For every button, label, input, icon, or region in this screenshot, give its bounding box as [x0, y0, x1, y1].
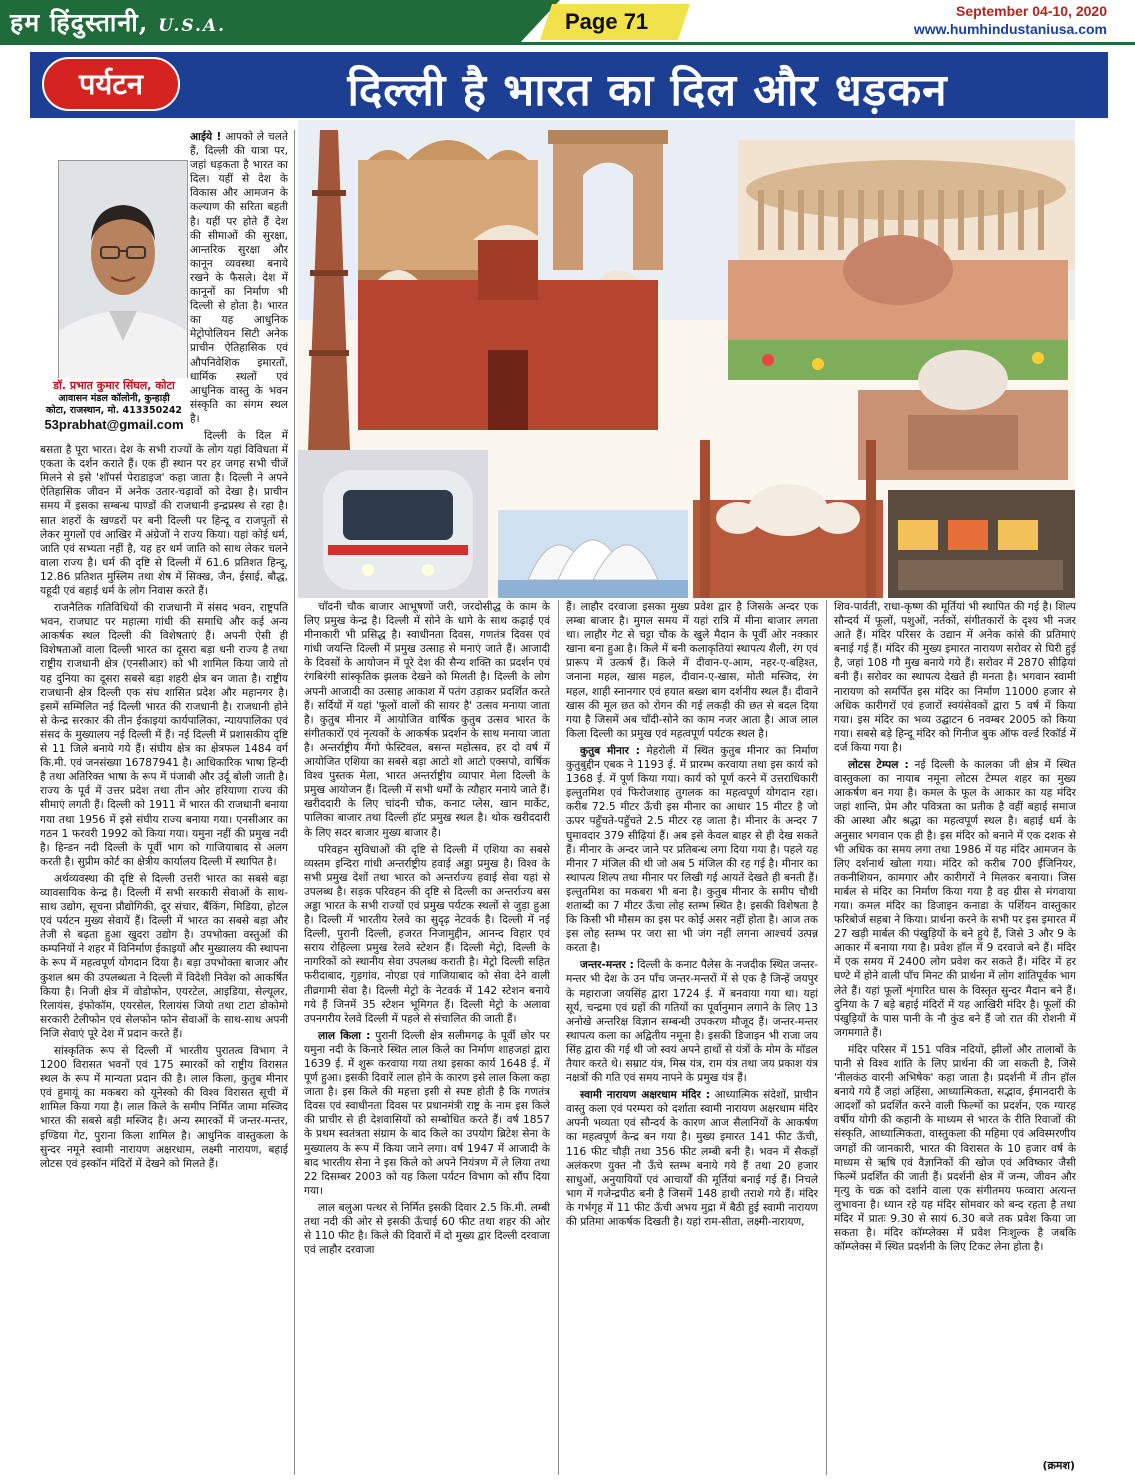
paragraph-text: शिव-पार्वती, राधा-कृष्ण की मूर्तियां भी स्थापित की गई है। शिल्प सौन्दर्य में फूलों, पशुओं, नर्तकों, संगीतकारों के दृश्य भी नजर आते हैं। मंदिर परिसर के उद्यान में अनेक कांसे की प्रतिमाएं बनाई गई हैं। मंदिर की मुख्य इमारत नारायण सरोवर से घिरी हुई है, जहां 108 गौ मुख बनाये गये हैं। सरोवर में 2870 सीढ़ियां बनी हैं। सरोवर का स्थापत्य देखते ही मनता है। भगवान स्वामी नारायण को समर्पित इस मंदिर का निर्माण 11000 हजार से अधिक कारीगरों एवं हजारों स्वयंसेवकों द्वारा 5 वर्ष में किया गया। इस मंदिर का भव्य उद्घाटन 6 नवम्बर 2005 को किया गया। सबसे बड़े हिन्दू मंदिर को गिनीज बुक ऑफ वर्ल्ड रिकॉर्ड में दर्ज किया गया है। [834, 601, 1076, 754]
paragraph-lead: स्वामी नारायण अक्षरधाम मंदिर : [580, 1089, 711, 1102]
paragraph-text: अर्थव्यवस्था की दृष्टि से दिल्ली उत्तरी भारत का सबसे बड़ा व्यावसायिक केन्द्र है। दिल्ली में सभी सरकारी सेवाओं के साथ-साथ उद्योग, सूचना प्रौद्योगिकी, दूर संचार, बैंकिंग, मिडिया, होटल एवं पर्यटन मुख्य सेवायें हैं। दिल्ली में भारत का सबसे बड़ा और तेजी से बढ़ता हुआ खुदरा उद्योग है। उपभोक्ता वस्तुओं की कम्पनियों ने शहर में विनिर्माण ईकाइयों और मुख्यालय की स्थापना के रूप में महत्वपूर्ण योगदान दिया है। बड़ा उपभोक्ता बाजार और कुशल श्रम की उपलब्धता ने दिल्ली में विदेशी निवेश को आकर्षित किया है। निजी क्षेत्र में वोडोफोन, एयरटेल, आइडिया, सेल्यूलर, रिलायंस, इंफोकॉम, एयरसेल, रिलायंस जियो तथा टाटा डोकोमो सरकारी टेलीफोन एवं सेलफोन फोन सेवाओं के साथ-साथ अपनी निजि सेवाएं पूरे देश में प्रदान करते हैं। [40, 872, 288, 1040]
masthead-brand [10, 5, 226, 39]
website-url[interactable]: www.humhindustaniusa.com [913, 21, 1107, 37]
paragraph-lead: कुतुब मीनार : [580, 744, 640, 757]
article-paragraph [304, 1201, 550, 1257]
collage-image [298, 120, 1075, 598]
author-photo [58, 160, 188, 380]
article-paragraph [304, 600, 550, 840]
article-paragraph [834, 758, 1076, 1040]
paragraph-text: हैं। लाहौर दरवाजा इसका मुख्य प्रवेश द्वार है जिसके अन्दर एक लम्बा बाजार है। मुगल समय में यहां रात्रि में मीना बाजार लगता था। लाहौर गेट से चट्टा चौक के खुले मैदान के पूर्वी ओर नक्कार खाना बना हुआ है। किले में बनी कलाकृतियां स्थापत्य शैली, रंग एवं प्रारूप में उत्कर्ष हैं। किले में दीवान-ए-आम, नहर-ए-बहिश्त, जनाना महल, खास महल, दीवान-ए-खास, मोती मस्जिद, रंग महल, शाही स्नानगार एवं हयात बख्श बाग दर्शनीय स्थल हैं। दीवाने खास की मूल छत को रोगन की गई लकड़ी की छत से बदल दिया गया है जिसमें अब चाँदी-सोने का काम नजर आता है। आज लाल किला दिल्ली का प्रमुख एवं महत्वपूर्ण पर्यटक स्थल है। [566, 601, 818, 740]
lotus-temple-image [498, 510, 688, 598]
article-paragraph [566, 744, 818, 955]
article-column-2 [304, 600, 550, 1475]
paragraph-text: दिल्ली के कनाट पैलेस के नजदीक स्थित जन्तर-मन्तर भी देश के उन पाँच जन्तर-मन्तरों में से एक है जिन्हें जयपुर के महाराजा जयसिंह द्वारा 1724 ई. में बनवाया गया था। यहां सूर्य, चन्द्रमा एवं ग्रहों की गतियों का पूर्वानुमान लगाने के लिए 13 अनोखे अन्तरिक्ष विज्ञान सम्बन्धी उपकरण मौजूद हैं। जन्तर-मन्तर स्थापत्य कला का अद्वितीय नमूना है। इसकी डिजाइन भी राजा जय सिंह द्वारा की गई थी जो स्वयं अपने हाथों से यंत्रों के मोम के मॉडल तैयार करते थे। सम्राट यंत्र, मिस्र यंत्र, राम यंत्र तथा जय प्रकाश यंत्र नक्षत्रों की गति एवं समय नापने के प्रमुख यंत्र हैं। [566, 959, 818, 1085]
author-portrait-image [59, 161, 187, 379]
paragraph-lead: आईये ! [190, 131, 222, 143]
headline-title: दिल्ली है भारत का दिल और धड़कन [347, 65, 948, 116]
delhi-metro-image [298, 450, 488, 598]
article-paragraph [834, 600, 1076, 755]
section-tag-label: पर्यटन [78, 67, 143, 101]
article-paragraph [834, 1043, 1076, 1254]
article-paragraph [40, 1044, 288, 1171]
author-name: डॉ. प्रभात कुमार सिंघल, कोटा [53, 379, 175, 392]
author-byline [40, 378, 188, 434]
masthead [0, 0, 1135, 42]
paragraph-text: दिल्ली के दिल में बसता है पूरा भारत। देश के सभी राज्यों के लोग यहां विविधता में एकता के दर्शन कराते हैं। एक ही स्थान पर हर जगह सभी चीजें मिलने से इसे 'शॉपर्स पेराडाइज' कहा जाता है। दिल्ली ने अपने ऐतिहासिक जीवन में अनेक उतार-चढ़ावों को देखा है। प्राचीन समय में इसका सम्बन्ध पाण्डों की राजधानी इन्द्रप्रस्थ से रहा है। सात शहरों के खण्डरों पर बनी दिल्ली पर हिन्दू व राजपूतों से लेकर मुगलों एवं आखिर में अंग्रेजों ने राज्य किया। यहां कोई धर्म, जाति एवं सभ्यता नहीं है, यह हर धर्म जाति को साथ लेकर चलने वाला राज्य है। धर्म की दृष्टि से दिल्ली में 61.6 प्रतिशत हिन्दू, 12.86 प्रतिशत मुस्लिम तथा शेष में सिक्ख, जैन, ईसाई, बौद्ध, यहूदी एवं बहाई धर्म के लोग निवास करते हैं। [40, 429, 288, 597]
article-paragraph [566, 600, 818, 741]
article-paragraph [40, 429, 288, 598]
column-divider [558, 600, 559, 1475]
author-email[interactable]: 53prabhat@gmail.com [44, 417, 184, 432]
paragraph-text: नई दिल्ली के कालका जी क्षेत्र में स्थित वास्तुकला का नायाब नमूना लोटस टेम्पल शहर का मुख्य आकर्षण बन गया है। कमल के फूल के आकार का यह मंदिर जहां शान्ति, प्रेम और पवित्रता का प्रतीक है वहीं बहाई समाज की आस्था और श्रद्धा का महत्वपूर्ण स्थल है। बहाई धर्म के अनुसार भगवान एक ही है। इस मंदिर को बनाने में एक दशक से भी अधिक का समय लगा तथा 1986 में यह मंदिर आमजन के लिए दर्शनार्थ खोला गया। मंदिर को करीब 700 ईंजिनियर, तकनीशियन, कामगार और कारीगरों ने मिलकर बनाया। जिस मार्बल से मंदिर का निर्माण किया गया है वह ग्रीस से मंगवाया गया। कमल मंदिर का डिजाइन कनाडा के पर्शियन वास्तुकार फरिबोर्ज सहबा ने किया। प्रार्थना करने के सभी पर इस इमारत में 27 खड़ी मार्बल की पंखुड़ियों के बने हुये हैं, जिसे 3 और 9 के आकार में बनाया गया है। प्रवेश हॉल में 9 दरवाजे बने हैं। मंदिर में एक समय में 2400 लोग प्रवेश कर सकते हैं। मंदिर में हर घण्टे में होने वाली पाँच मिनट की प्रार्थना में लोग शांतिपूर्वक भाग लेते हैं। यहां फूलों शृंगारित घास के विस्तृत सुन्दर मैदान बने हैं। दुनिया के 7 बड़े बहाई मंदिरों में यह आखिरी मंदिर है। फूलों की पंखुड़ियों के पास पानी के नौ कुंड बने हैं जो रात की रोशनी में जगमगाते हैं। [834, 759, 1076, 1039]
paragraph-text: मंदिर परिसर में 151 पवित्र नदियों, झीलों और तालाबों के पानी से विश्व शांति के लिए प्रार्थना की जा सकती है, जिसे 'नीलकंठ वारनी अभिषेक' कहा जाता है। प्रदर्शनी में तीन हॉल बनाये गये हैं जहां अहिंसा, आध्यात्मिकता, सद्भाव, ईमानदारी के आदर्शों को प्रदर्शित करने वाली फिल्मों का प्रदर्शन, एक ग्यारह वर्षीय योगी की कहानी के माध्यम से भारत के रीति रिवाजों की संस्कृति, आध्यात्मिकता, वास्तुकला की महिमा एवं अविस्मरणीय जगहों की जानकारी, भारत की विरासत के 10 हजार वर्ष के माध्यम से ऋषि एवं वैज्ञानिकों की खोज एवं अविष्कार जैसी फिल्में प्रदर्शित की जाती हैं। प्रदर्शनी क्षेत्र में जन्म, जीवन और मृत्यु के चक्र को दर्शाने वाला एक संगीतमय फव्वारा अत्यन्त लुभावना है। ध्यान रहे यह मंदिर सोमवार को बन्द रहता है तथा मंदिर में प्रातः 9.30 से सायं 6.30 बजे तक प्रवेश किया जा सकता है। मंदिर कॉम्प्लेक्स में प्रवेश निःशुल्क है जबकि कॉम्प्लेक्स में स्थित प्रदर्शनी के लिए टिकट लेना होता है। [834, 1043, 1076, 1254]
paragraph-text: लाल बलुआ पत्थर से निर्मित इसकी दिवार 2.5 कि.मी. लम्बी तथा नदी की ओर से इसकी ऊँचाई 60 फीट तथा शहर की ओर से 110 फीट है। किले की दिवारों में दो मुख्य द्वार दिल्ली दरवाजा एवं लाहौर दरवाजा [304, 1201, 550, 1257]
paragraph-text: पुरानी दिल्ली क्षेत्र सलीमगढ़ के पूर्वी छोर पर यमुना नदी के किनारे स्थित लाल किले का निर्माण शाहजहां द्वारा 1639 ई. में शुरू करवाया गया तथा इसका कार्य 1648 ई. में पूर्ण हुआ। इसकी दिवारें लाल होने के कारण इसे लाल किला कहा जाता है। इस किले की महत्ता इसी से स्पष्ट होती है कि गणतंत्र दिवस एवं स्वाधीनता दिवस पर प्रधानमंत्री राष्ट्र के नाम इस किले की प्राचीर से ही देशवासियों को सम्बोधित करते हैं। वर्ष 1857 के प्रथम स्वतंत्रता संग्राम के बाद किले का उपयोग ब्रिटेश सेना के मुख्यालय के रूप में किया जाने लगा। वर्ष 1947 में आजादी के बाद भारतीय सेना ने इस किले को अपने नियंत्रण में ले लिया तथा 22 दिसम्बर 2003 को यह किला पर्यटन विभाग को सौंप दिया गया। [304, 1029, 550, 1197]
article-paragraph [304, 843, 550, 1026]
paragraph-text: सांस्कृतिक रूप से दिल्ली में भारतीय पुरातत्व विभाग ने 1200 विरासत भवनों एवं 175 स्मारकों को राष्ट्रीय विरासत स्थल के रूप में मान्यता प्रदान की है। लाल किला, कुतुब मीनार एवं हुमायूं का मकबरा को यूनेस्को की विश्व विरासत सूची में शामिल किया गया है। लाल किले के समीप निर्मित जामा मस्जिद भारत की सबसे बड़ी मस्जिद है। अन्य स्मारकों में जन्तर-मन्तर, इण्डिया गेट, पुराना किला शामिल है। आधुनिक वास्तुकला के सुन्दर नमूने स्वामी नारायण अक्षरधाम, लक्ष्मी नारायण, बहाई लोटस एवं इस्कॉन मंदिरों में देखने को मिलते हैं। [40, 1045, 288, 1170]
brand-suffix: U.S.A. [158, 16, 227, 36]
continued-marker: (क्रमश) [1042, 1459, 1075, 1472]
paragraph-lead: जन्तर-मन्तर : [580, 959, 634, 972]
article-column-4 [834, 600, 1076, 1458]
article-paragraph [40, 601, 288, 869]
paragraph-text: मेहरोली में स्थित कुतुब मीनार का निर्माण कुतुबुद्दीन एबक ने 1193 ई. में प्रारम्भ करवाया तथा इस कार्य को 1368 ई. में पूर्ण किया गया। कार्य को पूर्ण करने में उत्तराधिकारी इल्तुतमिश एवं फिरोजशाह तुगलक का महत्वपूर्ण योगदान रहा। करीब 72.5 मीटर ऊँची इस मीनार का आधार 15 मीटर है जो ऊपर पहुँचते-पहुँचते 2.5 मीटर रह जाता है। मीनार के अन्दर 7 घुमावदार 379 सीढ़ियां हैं। अब इसे केवल बाहर से ही देख सकते हैं। मीनार के अन्दर जाने पर प्रतिबन्ध लगा दिया गया है। पहले यह मीनार 7 मंजिल की थी जो अब 5 मंजिल की रह गई है। मीनार का स्थापत्य शिल्प तथा मीनार पर लिखी गई आयतें देखते ही बनती हैं। इल्तुतमिश का मकबरा भी बना है। कुतुब मीनार के समीप चौथी शताब्दी का 7 मीटर ऊँचा लोह स्तम्भ स्थित है। इसकी विशेषता है कि किसी भी मौसम का इस पर कोई असर नहीं होता है। आज तक इस लोह स्तम्भ पर जरा सा भी जंग नहीं लगना आश्चर्य उत्पन्न करता है। [566, 744, 818, 955]
page-label: Page 71 [565, 9, 649, 34]
paragraph-text: चाँदनी चौक बाजार आभूषणों जरी, जरदोसीद्ध के काम के लिए प्रमुख केन्द्र है। दिल्ली में सोने के धागे के साथ कढ़ाई एवं मीनाकारी भी प्रसिद्ध है। स्वाधीनता दिवस, गणतंत्र दिवस एवं गांधी जयन्ति दिल्ली में प्रमुख उत्साह से मनाएं जाते हैं। आजादी के दिवसों के आयोजन में पूरे देश की सैन्य शक्ति का प्रदर्शन एवं रंगबिरंगी सांस्कृतिक झलक देखने को मिलती है। दिल्ली के लोग अपनी आजादी का उत्साह आकाश में पतंग उड़ाकर प्रदर्शित करते हैं। सर्दियों में यहां 'फूलों वालों की सायर है' उत्सव मनाया जाता है। कुतुब मीनार में आयोजित वार्षिक कुतुब उत्सव भारत के संगीतकारों एवं नृत्यकों के आकर्षक प्रदर्शन के साथ मनाया जाता है। अन्तर्राष्ट्रीय मैंगो फेस्टिवल, बसन्त महोत्सव, हर दो वर्ष में आयोजित एशिया का सबसे बड़ा आटो शो आटो एक्सपो, वार्षिक विश्व पुस्तक मेला, भारत अन्तर्राष्ट्रीय व्यापार मेला दिल्ली के प्रमुख आयोजन हैं। दिल्ली में सभी धर्मों के त्यौहार मनाये जाते हैं। खरीददारी के लिए चांदनी चौक, कनाट प्लेस, खान मार्केट, पालिका बाजार तथा दिल्ली हॉट प्रमुख स्थल है। थोक खरीददारी के लिए सदर बाजार मुख्य बाजार है। [304, 601, 550, 839]
article-column-3 [566, 600, 818, 1475]
paragraph-lead: लाल किला : [318, 1029, 371, 1042]
paragraph-text: आपको ले चलते हैं, दिल्ली की यात्रा पर, जहां धड़कता है भारत का दिल। यहीं से देश के विकास और आमजन के कल्याण की सरिता बहती है। यहीं पर होते हैं देश की सीमाओं की सुरक्षा, आन्तरिक सुरक्षा और कानून व्यवस्था बनाये रखने के फैसले। देश में कानूनों का निर्माण भी दिल्ली से होता है। भारत का यह आधुनिक मेट्रोपोलियन सिटी अनेक प्राचीन ऐतिहासिक एवं औपनिवेशिक इमारतों, धार्मिक स्थलों एवं आधुनिक वास्तु के भवन संस्कृति का संगम स्थल है। [190, 131, 288, 425]
article-paragraph [304, 1029, 550, 1198]
article-paragraph [40, 872, 288, 1041]
column-divider [294, 130, 295, 1475]
issue-date: September 04-10, 2020 [956, 3, 1107, 19]
india-gate-image [548, 130, 668, 270]
article-paragraph [566, 958, 818, 1085]
column-divider [826, 600, 827, 1475]
paragraph-text: परिवहन सुविधाओं की दृष्टि से दिल्ली में एशिया का सबसे व्यस्तम इन्दिरा गांधी अन्तर्राष्ट्रीय हवाई अड्डा प्रमुख है। विश्व के सभी प्रमुख देशों तथा भारत को अन्तर्राज्य हवाई सेवा यहां से उपलब्ध है। सड़क परिवहन की दृष्टि से दिल्ली का अन्तर्राज्य बस अड्डा भारत के सभी राज्यों एवं प्रमुख पर्यटक स्थलों से जुड़ा हुआ है। दिल्ली में भारतीय रेलवे का सुदृढ़ नेटवर्क है। दिल्ली में नई दिल्ली, पुरानी दिल्ली, हजरत निजामुद्दीन, आनन्द विहार एवं सराय रोहिल्ला प्रमुख रेलवे स्टेशन हैं। दिल्ली मेट्रो, दिल्ली के नागरिकों को स्थानीय सेवा उपलब्ध कराती है। मेट्रो दिल्ली सहित फरीदाबाद, गुड़गांव, नोएडा एवं गाजियाबाद को सेवा देने वाली तीव्रगामी सेवा है। दिल्ली मेट्रो के नेटवर्क में 142 स्टेशन बनाये गये हैं जिनमें 35 स्टेशन भूमिगत हैं। दिल्ली मेट्रो के अलावा उपनगरीय रेलवे दिल्ली में पहले से संचालित की जाती हैं। [304, 843, 550, 1025]
market-image [888, 490, 1075, 598]
paragraph-lead: लोटस टेम्पल : [848, 759, 909, 772]
brand-name: हम हिंदुस्तानी, [10, 8, 149, 37]
delhi-landmarks-collage [298, 120, 1075, 598]
paragraph-text: राजनैतिक गतिविधियों की राजधानी में संसद भवन, राष्ट्रपति भवन, राजघाट पर महात्मा गांधी की समाधि और कई अन्य आकर्षक स्थल दिल्ली की विशेषताएं हैं। अपनी ऐसी ही विशेषताओं वाला दिल्ली भारत का दूसरा बड़ा धनी राज्य है तथा राष्ट्रीय राजधानी क्षेत्र (एनसीआर) को भी शामिल किया जाये तो यह दुनिया का दूसरा सबसे बड़ा शहरी क्षेत्र बन जाता है। राष्ट्रीय राजधानी क्षेत्र दिल्ली एक संघ शासित प्रदेश और महानगर है। इसमें सम्मिलित नई दिल्ली भारत की राजधानी है। राजधानी होने से केन्द्र सरकार की तीन ईकाइयां कार्यपालिका, न्यायपालिका एवं संसद के मुख्यालय नई दिल्ली में हैं। नई दिल्ली में प्रशासकीय दृष्टि से 11 जिले बनाये गये हैं। संघीय क्षेत्र का क्षेत्रफल 1484 वर्ग कि.मी. एवं जनसंख्या 16787941 है। आधिकारिक भाषा हिन्दी है तथा अतिरिक्त भाषा के रूप में पंजाबी और उर्दू बोली जाती है। राज्य के पूर्व में उत्तर प्रदेश तथा तीन ओर हरियाणा राज्य की सीमाएं लगती हैं। दिल्ली को 1911 में भारत की राजधानी बनाया गया तथा 1956 में इसे संघीय राज्य बनाया गया। एनसीआर का गठन 1 फरवरी 1992 को किया गया। यमुना नहीं की प्रमुख नदी है। हिन्डन नदी दिल्ली के पूर्वी भाग को गाजियाबाद से अलग करती है। सुप्रीम कोर्ट का क्षेत्रीय कार्यालय दिल्ली में स्थापित है। [40, 602, 288, 868]
author-address-1: आवासन मंडल कॉलोनी, कुन्हाड़ी [58, 393, 170, 404]
article-paragraph [566, 1088, 818, 1229]
masthead-rule [0, 42, 1135, 45]
paragraph-text: आध्यात्मिक संदेशों, प्राचीन वास्तु कला एवं परम्परा को दर्शाता स्वामी नारायण अक्षरधाम मंदिर अपनी भव्यता एवं सौन्दर्य के कारण आज सैलानियों के आकर्षण का महत्वपूर्ण केन्द्र बन गया है। मुख्य इमारत 141 फीट ऊँची, 116 फीट चौड़ी तथा 356 फीट लम्बी बनी है। भवन में सैकड़ों अलंकरण युक्त नौ ऊँचे स्तम्भ बनाये गये हैं तथा 20 हजार साधुओं, अनुयायियों एवं आचार्यों की मूर्तियां बनाई गई हैं। निचले भाग में गजेन्द्रपीठ बनी है जिसमें 148 हाथी तराशे गये हैं। मंदिर के गर्भगृह में 11 फीट ऊँची अभय मुद्रा में बैठी हुई स्वामी नारायण की प्रतिमा आकर्षक दिखती है। यहां राम-सीता, लक्ष्मी-नारायण, [566, 1089, 818, 1229]
author-address-2: कोटा, राजस्थान, मो. 413350242 [45, 405, 183, 416]
